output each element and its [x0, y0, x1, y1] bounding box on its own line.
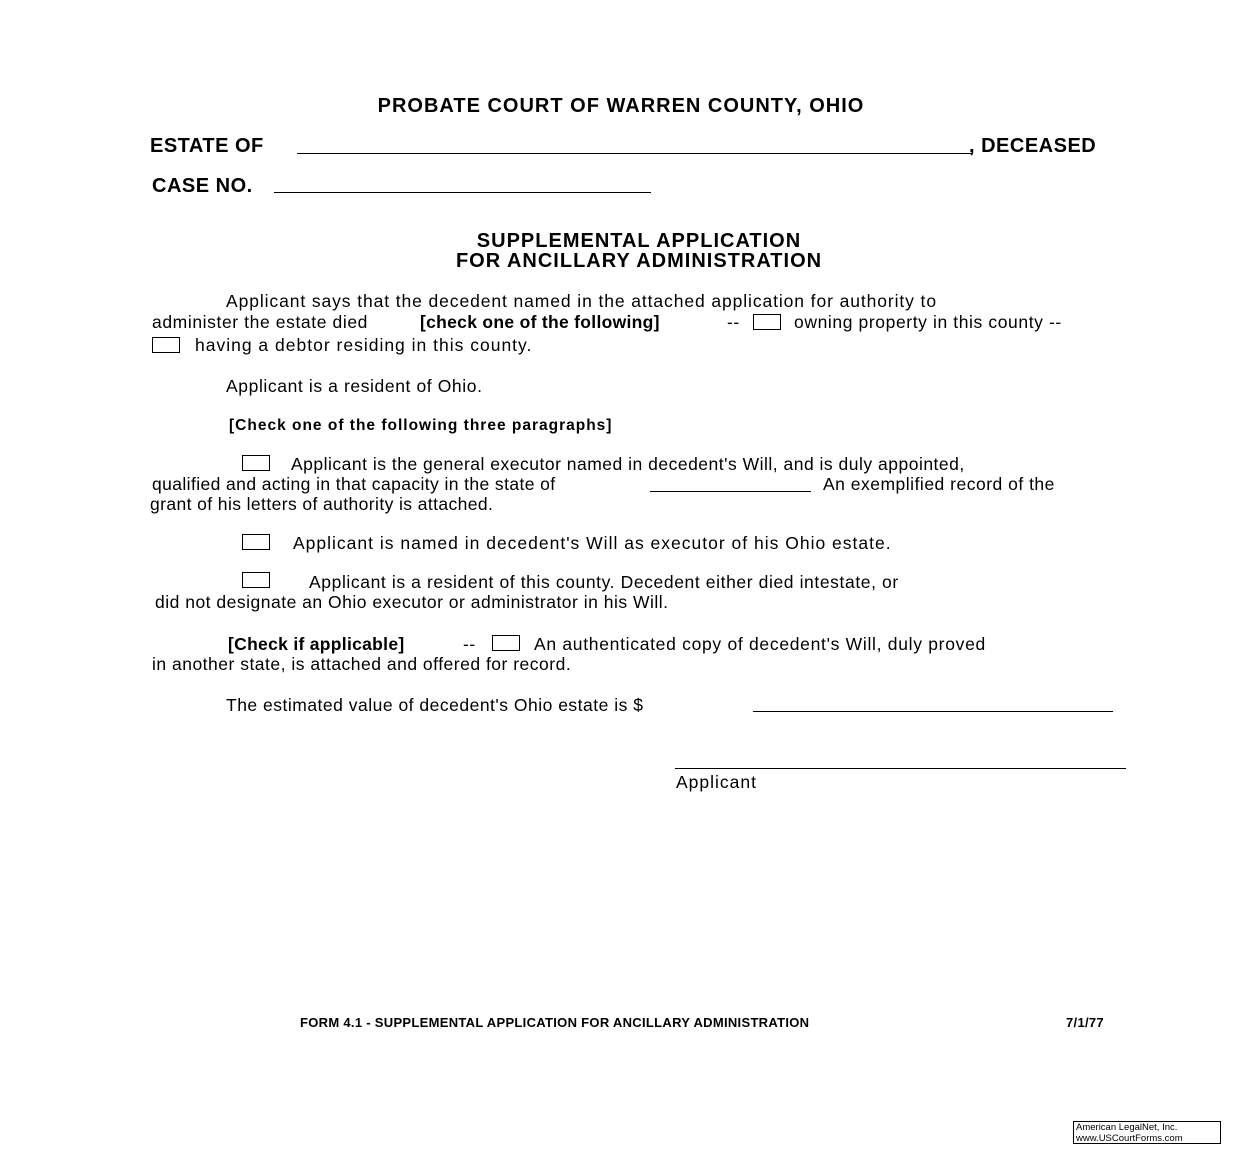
para1-dash: --	[727, 312, 740, 332]
general-executor-checkbox[interactable]	[242, 455, 270, 471]
ohio-executor-checkbox[interactable]	[242, 534, 270, 550]
applicable-line2: in another state, is attached and offered for record.	[152, 654, 572, 674]
court-title: PROBATE COURT OF WARREN COUNTY, OHIO	[377, 95, 865, 117]
para1-line1: Applicant says that the decedent named in the attached application for authority to	[226, 291, 937, 311]
option1-line3: grant of his letters of authority is attached.	[150, 494, 494, 514]
option2-line1: Applicant is named in decedent's Will as executor of his Ohio estate.	[293, 533, 892, 553]
applicable-dash: --	[463, 634, 476, 654]
applicant-signature-line[interactable]	[675, 768, 1126, 769]
applicant-signature-label: Applicant	[676, 772, 757, 792]
option1-line2-end: An exemplified record of the	[823, 474, 1055, 494]
form-title-line2: FOR ANCILLARY ADMINISTRATION	[455, 250, 823, 272]
county-resident-checkbox[interactable]	[242, 572, 270, 588]
form-footer-date: 7/1/77	[1066, 1015, 1104, 1030]
applicable-instruction: [Check if applicable]	[228, 634, 405, 654]
debtor-residing-label: having a debtor residing in this county.	[195, 335, 533, 355]
case-no-field[interactable]	[274, 192, 651, 193]
case-no-label: CASE NO.	[152, 175, 253, 197]
estate-name-field[interactable]	[297, 153, 972, 154]
resident-statement: Applicant is a resident of Ohio.	[226, 376, 483, 396]
estate-of-label: ESTATE OF	[150, 135, 264, 157]
applicable-line1: An authenticated copy of decedent's Will, duly proved	[534, 634, 986, 654]
option1-line2: qualified and acting in that capacity in the state of	[152, 474, 556, 494]
estimated-value-label: The estimated value of decedent's Ohio estate is $	[226, 695, 644, 715]
check-three-instruction: [Check one of the following three paragraphs]	[229, 417, 613, 434]
estimated-value-field[interactable]	[753, 711, 1113, 712]
owning-property-checkbox[interactable]	[753, 314, 781, 330]
form-footer-title: FORM 4.1 - SUPPLEMENTAL APPLICATION FOR ANCILLARY ADMINISTRATION	[300, 1015, 810, 1030]
option1-line1: Applicant is the general executor named in decedent's Will, and is duly appointed,	[291, 454, 965, 474]
publisher-url: www.USCourtForms.com	[1076, 1132, 1183, 1144]
option3-line2: did not designate an Ohio executor or administrator in his Will.	[155, 592, 669, 612]
authenticated-will-checkbox[interactable]	[492, 635, 520, 651]
form-title-line1: SUPPLEMENTAL APPLICATION	[476, 230, 802, 252]
publisher-name: American LegalNet, Inc.	[1076, 1122, 1178, 1133]
para1-check-instruction: [check one of the following]	[420, 312, 660, 332]
para1-line2-text: administer the estate died	[152, 312, 368, 332]
publisher-stamp	[1073, 1121, 1221, 1144]
debtor-residing-checkbox[interactable]	[152, 337, 180, 353]
owning-property-label: owning property in this county --	[794, 312, 1062, 332]
state-field[interactable]	[650, 491, 811, 492]
option3-line1: Applicant is a resident of this county. Decedent either died intestate, or	[309, 572, 899, 592]
deceased-label: , DECEASED	[969, 135, 1097, 157]
